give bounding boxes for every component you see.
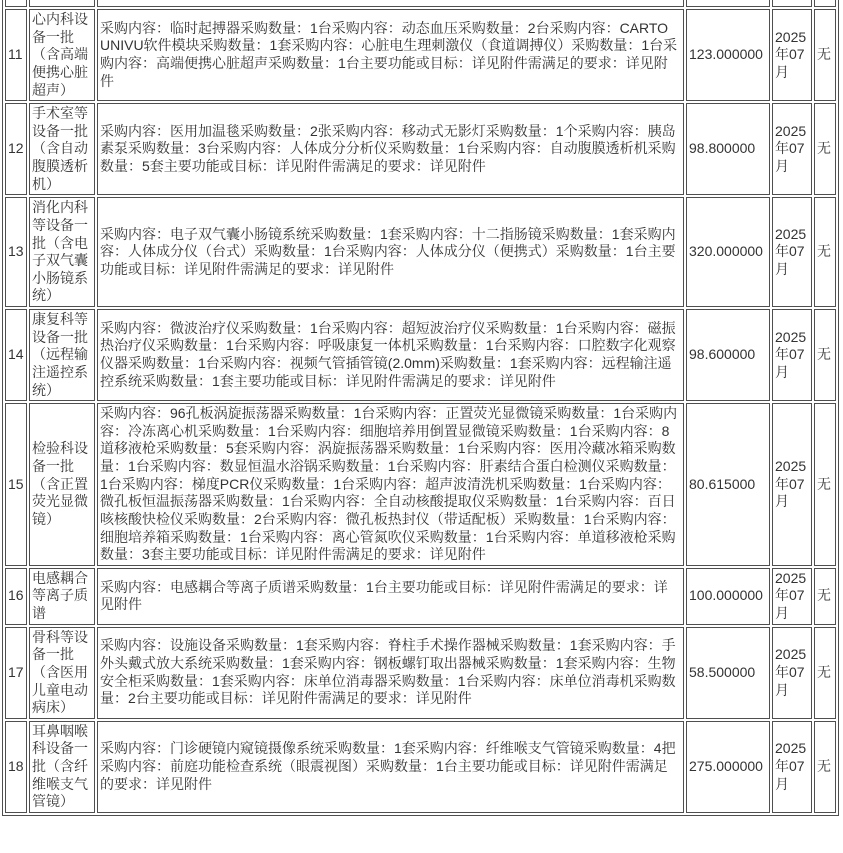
package-name-cell: 耳鼻咽喉科设备一批（含纤维喉支气管镜） [29, 721, 95, 813]
procurement-content-cell: 采购内容：96孔板涡旋振荡器采购数量：1台采购内容：正置荧光显微镜采购数量：1台采购内容：冷冻离心机采购数量：1台采购内容：细胞培养用倒置显微镜采购数量：1台采购内容：8道移液枪采购数量：5套采购内容：涡旋振荡器采购数量：1台采购内容：医用冷藏冰箱采购数量：1台采购内容：数显恒温水浴锅采购数量：1台采购内容：肝素结合蛋白检测仪采购数量：1台采购内容：梯度PCR仪采购数量：1台采购内容：超声波清洗机采购数量：1台采购内容：微孔板恒温振荡器采购数量：1台采购内容：全自动核酸提取仪采购数量：1台采购内容：百日咳核酸快检仪采购数量：2台采购内容：微孔板热封仪（带适配板）采购数量：1台采购内容：细胞培养箱采购数量：1台采购内容：离心管氮吹仪采购数量：1台采购内容：单道移液枪采购数量：3套主要功能或目标：详见附件需满足的要求：详见附件 [97, 403, 684, 566]
planned-date-cell: 2025年07月 [772, 309, 812, 401]
table-row [5, 568, 836, 625]
remark-cell: 无 [814, 627, 836, 719]
table-wrapper [2, 0, 843, 816]
row-number-cell: 13 [5, 197, 27, 307]
table-row [5, 309, 836, 401]
package-name-cell: 电感耦合等离子质谱 [29, 568, 95, 625]
budget-amount-cell: 80.615000 [686, 403, 770, 566]
remark-cell: 无 [814, 309, 836, 401]
budget-amount-cell: 275.000000 [686, 721, 770, 813]
budget-amount-cell: 100.000000 [686, 568, 770, 625]
table-row [5, 9, 836, 101]
procurement-table-body [5, 0, 836, 813]
procurement-content-cell: 采购内容：电子双气囊小肠镜系统采购数量：1套采购内容：十二指肠镜采购数量：1套采购内容：人体成分仪（台式）采购数量：1台采购内容：人体成分仪（便携式）采购数量：1台主要功能或目标：详见附件需满足的要求：详见附件 [97, 197, 684, 307]
row-number-cell: 12 [5, 103, 27, 195]
package-name-cell: 消化内科等设备一批（含电子双气囊小肠镜系统） [29, 197, 95, 307]
planned-date-cell [772, 0, 812, 7]
package-name-cell: 康复科等设备一批（远程输注遥控系统） [29, 309, 95, 401]
remark-cell: 无 [814, 403, 836, 566]
procurement-content-cell: 采购内容：门诊硬镜内窥镜摄像系统采购数量：1套采购内容：纤维喉支气管镜采购数量：4把采购内容：前庭功能检查系统（眼震视图）采购数量：1台主要功能或目标：详见附件需满足的要求：详见附件 [97, 721, 684, 813]
planned-date-cell: 2025年07月 [772, 197, 812, 307]
row-number-cell: 16 [5, 568, 27, 625]
row-number-cell: 17 [5, 627, 27, 719]
package-name-cell: 心内科设备一批（含高端便携心脏超声） [29, 9, 95, 101]
remark-cell: 无 [814, 103, 836, 195]
planned-date-cell: 2025年07月 [772, 627, 812, 719]
table-row [5, 197, 836, 307]
procurement-table [2, 0, 839, 816]
budget-amount-cell: 98.600000 [686, 309, 770, 401]
procurement-content-cell: 采购内容：临时起搏器采购数量：1台采购内容：动态血压采购数量：2台采购内容：CARTO UNIVU软件模块采购数量：1套采购内容：心脏电生理刺激仪（食道调搏仪）采购数量：1台采购内容：高端便携心脏超声采购数量：1台主要功能或目标：详见附件需满足的要求：详见附件 [97, 9, 684, 101]
budget-amount-cell: 58.500000 [686, 627, 770, 719]
procurement-content-cell: 采购内容：医用加温毯采购数量：2张采购内容：移动式无影灯采购数量：1个采购内容：胰岛素泵采购数量：3台采购内容：人体成分分析仪采购数量：1台采购内容：自动腹膜透析机采购数量：5套主要功能或目标：详见附件需满足的要求：详见附件 [97, 103, 684, 195]
planned-date-cell: 2025年07月 [772, 403, 812, 566]
procurement-content-cell: 采购内容：微波治疗仪采购数量：1台采购内容：超短波治疗仪采购数量：1台采购内容：磁振热治疗仪采购数量：1台采购内容：呼吸康复一体机采购数量：1台采购内容：口腔数字化观察仪器采购数量：1台采购内容：视频气管插管镜(2.0mm)采购数量：1套采购内容：远程输注遥控系统采购数量：1套主要功能或目标：详见附件需满足的要求：详见附件 [97, 309, 684, 401]
package-name-cell: 骨科等设备一批（含医用儿童电动病床） [29, 627, 95, 719]
table-row [5, 103, 836, 195]
procurement-content-cell [97, 0, 684, 7]
budget-amount-cell: 98.800000 [686, 103, 770, 195]
budget-amount-cell [686, 0, 770, 7]
package-name-cell: 检验科设备一批（含正置荧光显微镜） [29, 403, 95, 566]
planned-date-cell: 2025年07月 [772, 721, 812, 813]
remark-cell: 无 [814, 197, 836, 307]
table-row [5, 627, 836, 719]
table-row [5, 403, 836, 566]
remark-cell: 无 [814, 568, 836, 625]
budget-amount-cell: 123.000000 [686, 9, 770, 101]
planned-date-cell: 2025年07月 [772, 103, 812, 195]
budget-amount-cell: 320.000000 [686, 197, 770, 307]
package-name-cell [29, 0, 95, 7]
planned-date-cell: 2025年07月 [772, 568, 812, 625]
package-name-cell: 手术室等设备一批（含自动腹膜透析机） [29, 103, 95, 195]
remark-cell: 无 [814, 9, 836, 101]
row-number-cell: 15 [5, 403, 27, 566]
table-row [5, 721, 836, 813]
clipped-previous-row [5, 0, 836, 7]
remark-cell: 无 [814, 721, 836, 813]
procurement-content-cell: 采购内容：设施设备采购数量：1套采购内容：脊柱手术操作器械采购数量：1套采购内容：手外头戴式放大系统采购数量：1套采购内容：钢板螺钉取出器械采购数量：1套采购内容：生物安全柜采购数量：1套采购内容：床单位消毒器采购数量：1台采购内容：床单位消毒机采购数量：2台主要功能或目标：详见附件需满足的要求：详见附件 [97, 627, 684, 719]
row-number-cell: 18 [5, 721, 27, 813]
planned-date-cell: 2025年07月 [772, 9, 812, 101]
procurement-content-cell: 采购内容：电感耦合等离子质谱采购数量：1台主要功能或目标：详见附件需满足的要求：详见附件 [97, 568, 684, 625]
row-number-cell: 14 [5, 309, 27, 401]
row-number-cell [5, 0, 27, 7]
row-number-cell: 11 [5, 9, 27, 101]
remark-cell [814, 0, 836, 7]
